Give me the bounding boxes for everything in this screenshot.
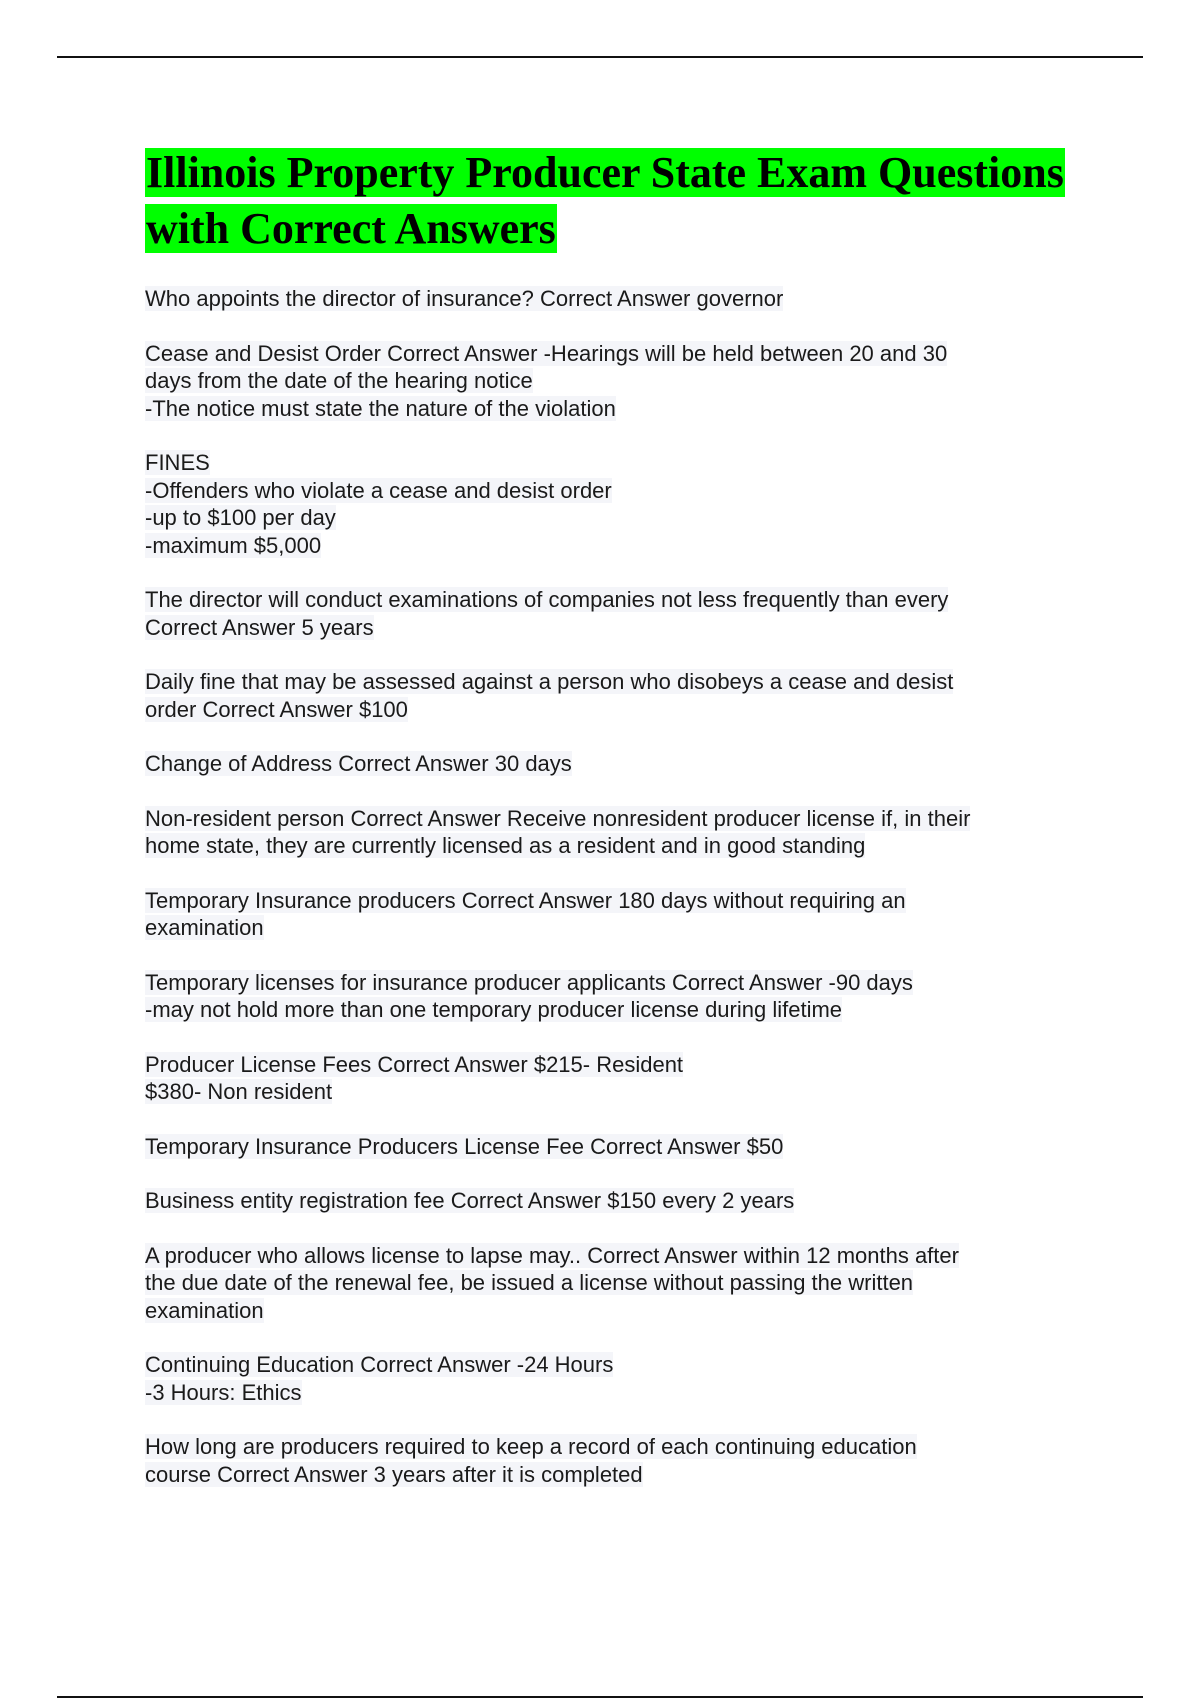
qa-entry [145,449,1075,559]
qa-entry-text: Temporary licenses for insurance producer applicants Correct Answer -90 days -may not hold more than one temporary producer license during lifetime [145,969,913,1022]
qa-entry-text: Cease and Desist Order Correct Answer -Hearings will be held between 20 and 30 days from the date of the hearing notice -The notice must state the nature of the violation [145,340,948,421]
qa-entry [145,1242,1075,1325]
qa-entry-text: Daily fine that may be assessed against a person who disobeys a cease and desist order Correct Answer $100 [145,669,954,722]
qa-entry-text: Who appoints the director of insurance? Correct Answer governor [145,286,784,311]
qa-entry [145,1133,1075,1161]
qa-entry-text: Temporary Insurance Producers License Fee Correct Answer $50 [145,1133,784,1159]
qa-entry [145,887,1075,942]
document-body [145,145,1075,1515]
bottom-rule [57,1696,1143,1698]
qa-entry-text: Continuing Education Correct Answer -24 Hours -3 Hours: Ethics [145,1352,614,1405]
qa-entry [145,805,1075,860]
qa-entry-text: The director will conduct examinations of companies not less frequently than every Correct Answer 5 years [145,587,949,640]
qa-entry [145,969,1075,1024]
qa-entry [145,586,1075,641]
qa-entry [145,750,1075,778]
top-rule [57,56,1143,58]
qa-entry [145,1051,1075,1106]
document-title-text: Illinois Property Producer State Exam Questions with Correct Answers [146,148,1064,253]
qa-entry-text: A producer who allows license to lapse may.. Correct Answer within 12 months after the due date of the renewal fee, be issued a license without passing the written examination [145,1242,959,1323]
qa-entry-text: Temporary Insurance producers Correct Answer 180 days without requiring an examination [145,887,906,940]
qa-entry [145,1187,1075,1215]
qa-entry-text: How long are producers required to keep a record of each continuing education course Correct Answer 3 years after it is completed [145,1434,917,1487]
qa-entry-text: Business entity registration fee Correct Answer $150 every 2 years [145,1188,795,1213]
qa-entry-text: Non-resident person Correct Answer Receive nonresident producer license if, in their home state, they are currently licensed as a resident and in good standing [145,805,971,858]
document-title [145,145,1075,257]
qa-entry-text: Change of Address Correct Answer 30 days [145,751,572,776]
qa-entry-text: Producer License Fees Correct Answer $215- Resident $380- Non resident [145,1051,684,1104]
qa-entry [145,285,1075,313]
qa-entry [145,1433,1075,1488]
qa-entry [145,1351,1075,1406]
qa-entry-text: FINES -Offenders who violate a cease and desist order -up to $100 per day -maximum $5,000 [145,450,612,558]
qa-entry [145,668,1075,723]
qa-entry [145,340,1075,423]
